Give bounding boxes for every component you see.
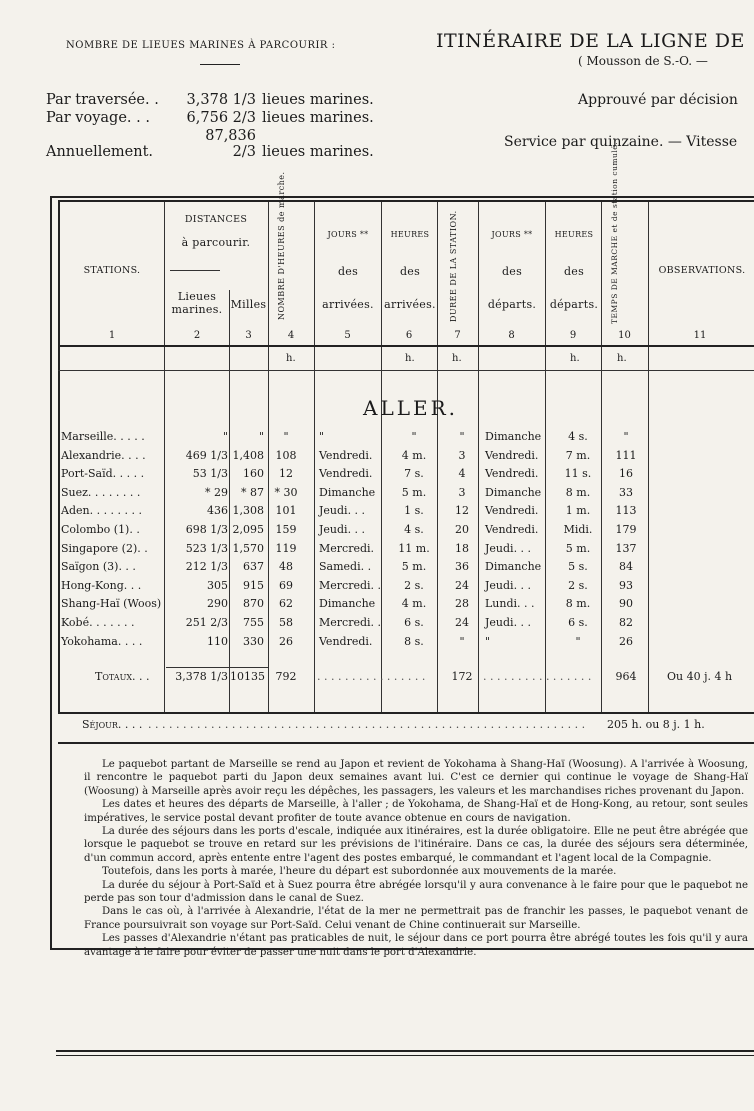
duree-station: 3 <box>458 448 466 462</box>
column-number: 6 <box>405 330 413 341</box>
jour-depart: Dimanche <box>485 485 542 499</box>
heure-arrivee: 7 s. <box>404 467 424 481</box>
lieues-marines: " <box>222 430 228 443</box>
duree-station: 36 <box>455 560 469 574</box>
lieues-marines: 212 1/3 <box>185 560 228 574</box>
header-jours-departs-des: des <box>501 265 523 278</box>
temps-cumule: 113 <box>615 504 637 518</box>
heure-depart: " <box>575 634 581 648</box>
column-number: 7 <box>454 330 461 341</box>
jour-arrivee: Vendredi. <box>319 634 373 648</box>
temps-cumule: 93 <box>619 578 633 592</box>
jour-arrivee: Jeudi. . . <box>319 523 366 536</box>
station-name: Alexandrie. . . . <box>61 448 146 462</box>
duree-station: 3 <box>458 485 466 499</box>
service-note: Service par quinzaine. — Vitesse <box>504 134 738 150</box>
duree-station: 4 <box>458 467 466 481</box>
milles: 637 <box>243 560 264 574</box>
table-row <box>55 486 745 503</box>
heure-depart: Midi. <box>563 523 593 536</box>
column-number: 3 <box>245 330 252 341</box>
heures-marche: 12 <box>279 467 293 481</box>
milles: 160 <box>243 467 264 481</box>
unit-hours: h. <box>286 353 296 364</box>
distance-unit: lieues marines. <box>262 110 374 126</box>
header-jours-arrivees: JOURS ** <box>327 230 369 239</box>
jour-arrivee: " <box>319 430 325 443</box>
heure-arrivee: " <box>411 430 417 443</box>
distance-value: 87,836 2/3 <box>205 128 256 160</box>
distance-value: 3,378 1/3 <box>186 92 256 108</box>
totals-lieues: 3,378 1/3 <box>175 670 228 683</box>
distance-row <box>46 128 374 160</box>
jour-depart: Jeudi. . . <box>485 541 532 555</box>
table-row <box>55 523 745 540</box>
lieues-marines: 110 <box>207 634 228 648</box>
temps-cumule: 16 <box>619 467 633 481</box>
heure-arrivee: 4 m. <box>401 597 427 611</box>
jour-arrivee: Mercredi. . <box>319 578 382 592</box>
notes-block <box>84 758 748 959</box>
jour-depart: Vendredi. <box>485 504 539 518</box>
station-name: Hong-Kong. . . <box>61 578 142 592</box>
sejour-label: Séjour. . . . <box>82 718 143 731</box>
jour-depart: Dimanche <box>485 430 542 443</box>
heures-marche: " <box>283 430 289 443</box>
jour-arrivee: Dimanche <box>319 597 376 611</box>
jour-arrivee: Vendredi. <box>319 467 373 481</box>
header-stations: STATIONS. <box>83 265 141 276</box>
totals-dots: . . . . . . . . . . . . . . . . <box>483 670 592 683</box>
temps-cumule: 84 <box>619 560 633 574</box>
column-number: 1 <box>108 330 116 341</box>
totals-cumul: 964 <box>615 670 637 683</box>
jour-depart: Vendredi. <box>485 523 539 536</box>
heure-depart: 11 s. <box>564 467 592 481</box>
table-row <box>55 616 745 633</box>
heure-arrivee: 6 s. <box>404 616 424 629</box>
heures-marche: 48 <box>279 560 293 574</box>
table-row <box>55 597 745 614</box>
jour-arrivee: Vendredi. <box>319 448 373 462</box>
station-name: Marseille. . . . . <box>61 430 145 443</box>
heure-arrivee: 5 m. <box>401 485 427 499</box>
lieues-marines: 698 1/3 <box>185 523 228 536</box>
lieues-marines: 290 <box>207 597 228 611</box>
temps-cumule: " <box>623 430 629 443</box>
unit-hours: h. <box>570 353 580 364</box>
header-jours-departs: JOURS ** <box>491 230 533 239</box>
temps-cumule: 26 <box>619 634 633 648</box>
column-number: 8 <box>508 330 515 341</box>
table-top-border <box>58 200 754 202</box>
column-number: 4 <box>287 330 295 341</box>
heure-depart: 5 m. <box>565 541 591 555</box>
lieues-marines: 436 <box>207 504 228 518</box>
milles: * 87 <box>241 485 264 499</box>
heures-marche: 26 <box>279 634 293 648</box>
distance-unit: lieues marines. <box>262 144 374 160</box>
duree-station: " <box>459 430 465 443</box>
bottom-rule <box>56 1050 754 1056</box>
distance-row <box>46 92 374 108</box>
heure-depart: 7 m. <box>565 448 591 462</box>
header-duree-station: DURÉE DE LA STATION. <box>449 210 458 322</box>
jour-arrivee: Mercredi. <box>319 541 375 555</box>
totals-row <box>55 670 754 688</box>
header-bottom-rule <box>58 345 754 347</box>
heure-arrivee: 11 m. <box>398 541 430 555</box>
heure-depart: 5 s. <box>568 560 588 574</box>
totals-heures: 792 <box>275 670 297 683</box>
header-milles: Milles <box>230 298 267 311</box>
header-temps-marche: TEMPS DE MARCHE et de station cumulé. <box>610 141 619 324</box>
heures-marche: 58 <box>279 616 293 629</box>
heure-arrivee: 2 s. <box>404 578 424 592</box>
note-paragraph: Les passes d'Alexandrie n'étant pas praticables de nuit, le séjour dans ce port pourra être abrégé toutes les fois qu'il y aura avantage à le faire pour éviter de passer une nuit dans le port d'Alexandrie. <box>84 933 748 958</box>
note-paragraph: Dans le cas où, à l'arrivée à Alexandrie, l'état de la mer ne permettrait pas de franchir les passes, le paquebot venant de France poursuivrait son voyage sur Port-Saïd. Celui venant de Chine continuerait sur Marseille. <box>84 906 748 931</box>
heure-arrivee: 5 m. <box>401 560 427 574</box>
distances-subheader-rule <box>170 270 220 271</box>
milles: 1,308 <box>232 504 264 518</box>
heures-marche: 108 <box>275 448 297 462</box>
heures-marche: 62 <box>279 597 293 611</box>
totals-dots: . . . . . . . . . . . . . . . . <box>317 670 426 683</box>
heure-arrivee: 8 s. <box>404 634 424 648</box>
duree-station: 24 <box>455 578 469 592</box>
header-heures-arrivees-des: des <box>399 265 421 278</box>
note-paragraph: Toutefois, dans les ports à marée, l'heure du départ est subordonnée aux mouvements de la marée. <box>102 866 617 878</box>
header-lieues: Lieues marines. <box>171 290 223 316</box>
jour-depart: Vendredi. <box>485 467 539 481</box>
table-row <box>55 504 745 521</box>
unit-hours: h. <box>617 353 627 364</box>
milles: 2,095 <box>232 523 264 536</box>
jour-depart: Lundi. . . <box>485 597 535 611</box>
milles: 1,408 <box>232 448 264 462</box>
lieues-marines: 523 1/3 <box>185 541 228 555</box>
temps-cumule: 90 <box>619 597 633 611</box>
distance-value: 6,756 2/3 <box>186 110 256 126</box>
station-name: Saïgon (3). . . <box>61 560 136 574</box>
header-heures-arrivees: HEURES <box>390 230 430 239</box>
note-paragraph: La durée du séjour à Port-Saïd et à Suez pourra être abrégée lorsqu'il y aura convenance à le faire pour que le paquebot ne perde pas son tour d'admission dans le canal de Suez. <box>84 879 748 905</box>
header-jours-arrivees-label: arrivées. <box>322 298 374 311</box>
heure-arrivee: 4 m. <box>401 448 427 462</box>
heure-depart: 4 s. <box>568 430 588 443</box>
heures-marche: 101 <box>275 504 297 518</box>
jour-depart: Dimanche <box>485 560 542 574</box>
units-bottom-rule <box>58 370 754 371</box>
section-title: ALLER. <box>363 396 459 420</box>
header-heures-departs-label: départs. <box>549 298 599 311</box>
lieues-marines: 251 2/3 <box>185 616 228 629</box>
milles: 755 <box>243 616 264 629</box>
column-number: 2 <box>193 330 201 341</box>
table-row <box>55 467 745 484</box>
column-number: 10 <box>618 330 631 341</box>
totals-milles: 10135 <box>230 670 265 683</box>
temps-cumule: 33 <box>619 485 633 499</box>
duree-station: " <box>459 634 465 648</box>
jour-depart: " <box>485 634 491 648</box>
distance-unit: lieues marines. <box>262 92 374 108</box>
header-a-parcourir: à parcourir. <box>181 236 251 249</box>
heure-depart: 6 s. <box>568 616 588 629</box>
station-name: Yokohama. . . . <box>61 634 143 648</box>
column-number: 5 <box>344 330 351 341</box>
table-row <box>55 579 745 596</box>
header-jours-arrivees-des: des <box>337 265 359 278</box>
duree-station: 18 <box>455 541 469 555</box>
heure-arrivee: 1 s. <box>404 504 424 518</box>
heures-marche: 69 <box>279 578 293 592</box>
duree-station: 24 <box>455 616 469 629</box>
note-paragraph: La durée des séjours dans les ports d'escale, indiquée aux itinéraires, est la durée obligatoire. Elle ne peut être abrégée que lorsque le paquebot se trouve en retard sur les prévisions de l'itinéraire. Dans ce cas, la durée des séjours sera déterminée, d'un commun accord, après entente entre l'agent des postes embarqué, le commandant et l'agent local de la Compagnie. <box>84 826 748 864</box>
milles: 915 <box>243 578 264 592</box>
heures-marche: 119 <box>275 541 297 555</box>
page-subtitle: ( Mousson de S.-O. — <box>578 54 708 68</box>
table-bottom-rule <box>58 712 754 714</box>
lieues-marines: 469 1/3 <box>185 448 228 462</box>
table-row <box>55 635 745 652</box>
page-title: ITINÉRAIRE DE LA LIGNE DE <box>436 30 745 52</box>
jour-depart: Vendredi. <box>485 448 539 462</box>
distance-row <box>46 110 374 126</box>
table-row <box>55 449 745 466</box>
notes-top-rule <box>58 742 754 744</box>
station-name: Shang-Haï (Woos) <box>61 597 162 611</box>
heure-depart: 2 s. <box>568 578 588 592</box>
temps-cumule: 137 <box>615 541 637 555</box>
unit-hours: h. <box>452 353 462 364</box>
header-jours-departs-label: départs. <box>487 298 537 311</box>
jour-arrivee: Mercredi. . <box>319 616 382 629</box>
jour-depart: Jeudi. . . <box>485 616 532 629</box>
lieues-marines: 305 <box>207 578 228 592</box>
milles: 870 <box>243 597 264 611</box>
header-nombre-heures: NOMBRE D'HEURES de marche. <box>277 171 286 320</box>
column-number: 9 <box>569 330 577 341</box>
sejour-value: 205 h. ou 8 j. 1 h. <box>607 718 705 731</box>
station-name: Port-Saïd. . . . . <box>61 467 145 481</box>
temps-cumule: 82 <box>619 616 633 629</box>
header-heures-departs-des: des <box>563 265 585 278</box>
station-name: Singapore (2). . <box>61 541 148 555</box>
unit-hours: h. <box>405 353 415 364</box>
sejour-dots: . . . . . . . . . . . . . . . . . . . . . . . . . . . . . . . . . . . . . . . . . . . . . . . . . . . . . . . . . . . . . . . <box>148 718 586 731</box>
totals-label: Totaux. . . <box>95 670 150 683</box>
heure-depart: 8 m. <box>565 485 591 499</box>
column-number: 11 <box>693 330 707 341</box>
table-row <box>55 560 745 577</box>
station-name: Aden. . . . . . . . <box>61 504 143 518</box>
lieues-marines: * 29 <box>205 485 228 499</box>
distance-label: Par voyage. . . <box>46 110 150 126</box>
left-heading: NOMBRE DE LIEUES MARINES À PARCOURIR : <box>66 40 336 51</box>
milles: 330 <box>243 634 264 648</box>
jour-depart: Jeudi. . . <box>485 578 532 592</box>
duree-station: 20 <box>455 523 469 536</box>
temps-cumule: 111 <box>615 448 637 462</box>
milles: " <box>258 430 264 443</box>
header-distances: DISTANCES <box>184 214 248 225</box>
station-name: Suez. . . . . . . . <box>61 485 141 499</box>
heure-arrivee: 4 s. <box>404 523 424 536</box>
totals-observation: Ou 40 j. 4 h <box>667 670 733 683</box>
header-heures-departs: HEURES <box>554 230 594 239</box>
jour-arrivee: Samedi. . <box>319 560 372 574</box>
header-heures-arrivees-label: arrivées. <box>384 298 436 311</box>
heure-depart: 1 m. <box>565 504 591 518</box>
station-name: Kobé. . . . . . . <box>61 616 135 629</box>
note-paragraph: Les dates et heures des départs de Marseille, à l'aller ; de Yokohama, de Shang-Haï et de Hong-Kong, au retour, sont seules impératives, le service postal devant profiter de toute avance obtenue en cours de navigation. <box>84 799 748 824</box>
approval-note: Approuvé par décision <box>578 92 738 108</box>
heures-marche: * 30 <box>274 485 298 499</box>
temps-cumule: 179 <box>615 523 637 536</box>
duree-station: 28 <box>455 597 469 611</box>
heures-marche: 159 <box>275 523 297 536</box>
distance-label: Par traversée. . <box>46 92 159 108</box>
totals-rule <box>166 667 268 668</box>
totals-station: 172 <box>451 670 473 683</box>
note-paragraph: Le paquebot partant de Marseille se rend au Japon et revient de Yokohama à Shang-Haï (Woosung). A l'arrivée à Woosung, il rencontre le paquebot parti du Japon deux semaines avant lui. C'est ce dernier qui continue le voyage de Shang-Haï (Woosung) à Marseille après avoir reçu les dépêches, les passagers, les valeurs et les marchandises riches provenant du Japon. <box>84 759 748 797</box>
jour-arrivee: Dimanche <box>319 485 376 499</box>
lieues-marines: 53 1/3 <box>192 467 228 481</box>
station-name: Colombo (1). . <box>61 523 140 536</box>
heure-depart: 8 m. <box>565 597 591 611</box>
header-observations: OBSERVATIONS. <box>658 265 746 276</box>
milles: 1,570 <box>232 541 264 555</box>
distance-label: Annuellement. <box>46 144 154 160</box>
left-heading-rule <box>200 64 240 65</box>
jour-arrivee: Jeudi. . . <box>319 504 366 518</box>
duree-station: 12 <box>455 504 469 518</box>
table-row <box>55 542 745 559</box>
table-row <box>55 430 745 447</box>
